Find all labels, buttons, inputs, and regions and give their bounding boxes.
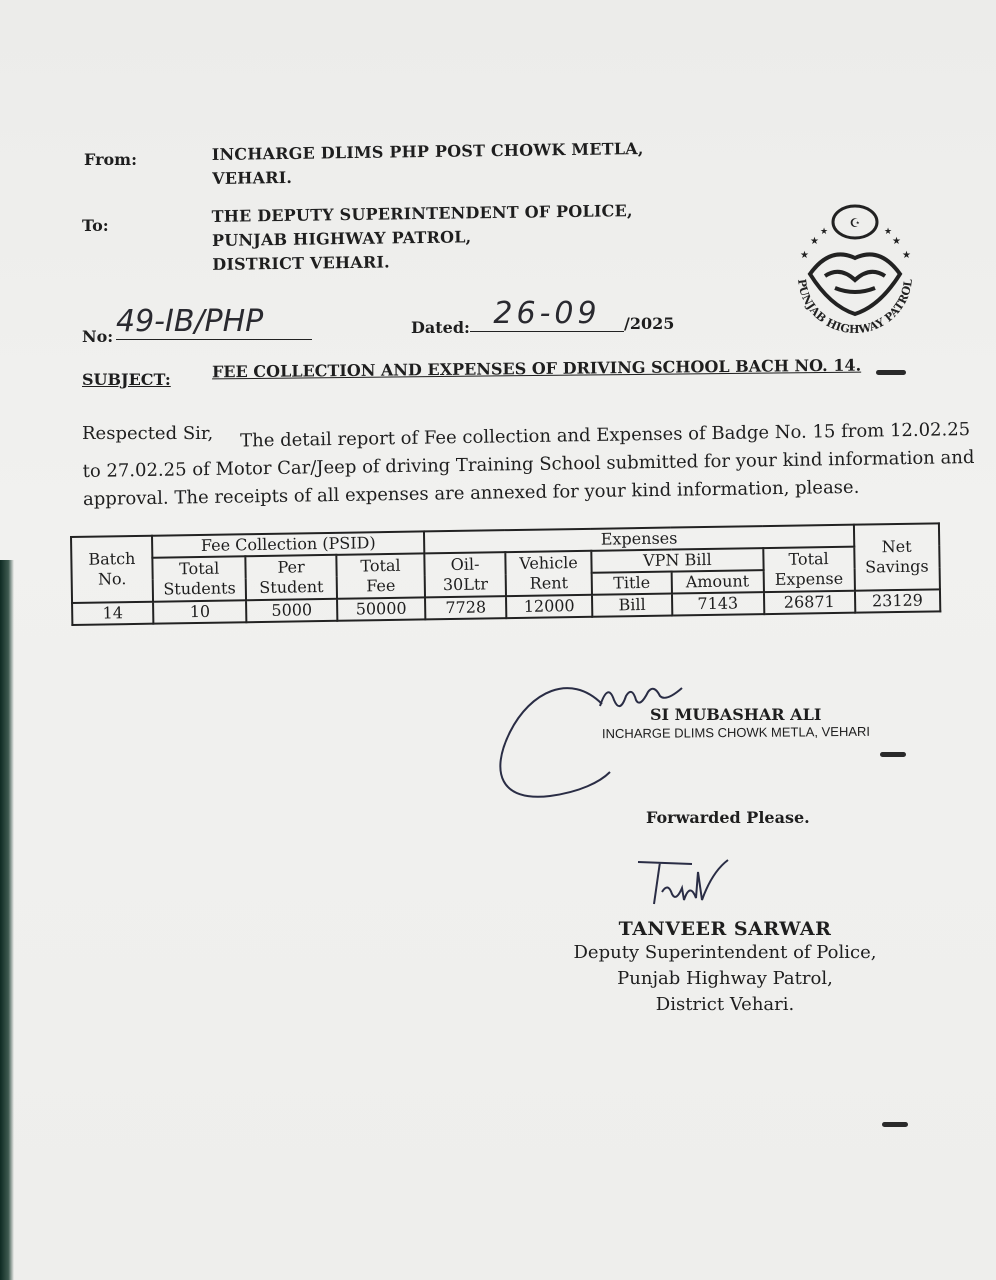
paragraph-line-3: approval. The receipts of all expenses are annexed for your kind information, please. — [82, 476, 860, 510]
dated-field — [470, 296, 626, 332]
th-total-students: Total Students — [152, 556, 246, 601]
th-vpn-amount: Amount — [671, 570, 763, 593]
cell-oil: 7728 — [425, 596, 506, 619]
signatory-2-line-3: District Vehari. — [655, 994, 795, 1015]
signature-tanveer-sarwar — [632, 852, 742, 922]
th-vpn-title: Title — [592, 572, 672, 595]
th-vpn-bill-group: VPN Bill — [591, 548, 763, 573]
th-batch-no: Batch No. — [71, 536, 153, 603]
salutation: Respected Sir, — [82, 423, 214, 444]
th-expenses-group: Expenses — [424, 525, 854, 554]
paragraph-line-2: to 27.02.25 of Motor Car/Jeep of driving Training School submitted for your kind information and — [82, 446, 975, 482]
th-total-fee: Total Fee — [336, 553, 425, 598]
to-label: To: — [82, 216, 109, 235]
signatory-1-name: SI MUBASHAR ALI — [650, 705, 822, 724]
signatory-2-line-2: Punjab Highway Patrol, — [617, 968, 833, 989]
signatory-2-name: TANVEER SARWAR — [618, 918, 832, 940]
from-address — [212, 137, 644, 191]
logo-ring-text: PUNJAB HIGHWAY PATROL — [794, 278, 916, 337]
ref-no-handwritten: 49-IB/PHP — [116, 304, 312, 340]
cell-total-fee: 50000 — [337, 597, 426, 620]
from-line-1: INCHARGE DLIMS PHP POST CHOWK METLA, — [211, 138, 644, 165]
from-label: From: — [84, 150, 138, 169]
fee-expense-table — [70, 522, 941, 626]
svg-text:☪: ☪ — [849, 216, 861, 230]
cell-total-expense: 26871 — [764, 591, 855, 614]
signatory-2-block — [560, 918, 890, 1018]
subject-text: FEE COLLECTION AND EXPENSES OF DRIVING SCHOOL BACH NO. 14. — [211, 355, 862, 382]
from-line-2: VEHARI. — [212, 167, 293, 189]
cell-vehicle-rent: 12000 — [506, 595, 593, 618]
svg-text:★: ★ — [892, 236, 901, 247]
cell-vpn-amount: 7143 — [672, 592, 764, 615]
forwarded-note: Forwarded Please. — [646, 808, 810, 827]
page-edge-shadow — [0, 560, 14, 1280]
dated-year: /2025 — [624, 314, 675, 333]
th-fee-collection-group: Fee Collection (PSID) — [152, 531, 424, 557]
letter-paragraph — [82, 416, 975, 513]
ref-no-label: No: — [82, 327, 114, 346]
th-total-expense: Total Expense — [763, 547, 855, 592]
th-net-savings: Net Savings — [854, 523, 940, 590]
to-line-3: DISTRICT VEHARI. — [212, 252, 390, 274]
scan-mark — [880, 752, 906, 757]
signatory-2-line-1: Deputy Superintendent of Police, — [573, 942, 877, 963]
svg-text:★: ★ — [810, 236, 819, 247]
cell-per-student: 5000 — [246, 599, 337, 622]
subject-label: SUBJECT: — [82, 370, 171, 389]
dated-handwritten: 26-09 — [470, 296, 624, 332]
scan-mark — [882, 1122, 908, 1127]
cell-net-savings: 23129 — [855, 589, 941, 612]
svg-text:★: ★ — [902, 250, 911, 261]
svg-text:★: ★ — [820, 227, 829, 237]
dated-label: Dated: — [411, 318, 470, 337]
to-line-1: THE DEPUTY SUPERINTENDENT OF POLICE, — [211, 201, 633, 226]
th-oil-30ltr: Oil- 30Ltr — [425, 552, 506, 597]
cell-vpn-title: Bill — [592, 594, 672, 617]
to-line-2: PUNJAB HIGHWAY PATROL, — [211, 227, 472, 250]
th-per-student: Per Student — [246, 555, 337, 600]
cell-total-students: 10 — [153, 600, 247, 623]
scan-mark — [876, 370, 906, 375]
punjab-highway-patrol-logo — [780, 196, 930, 346]
ref-no-field — [116, 304, 316, 340]
cell-batch: 14 — [72, 602, 153, 625]
svg-text:PUNJAB HIGHWAY PATROL — [795, 278, 915, 336]
signatory-1-designation: INCHARGE DLIMS CHOWK METLA, VEHARI — [601, 723, 871, 742]
to-address — [212, 199, 634, 277]
th-vehicle-rent: Vehicle Rent — [505, 551, 592, 596]
svg-text:★: ★ — [884, 227, 893, 237]
svg-text:★: ★ — [800, 250, 809, 261]
paragraph-line-1: The detail report of Fee collection and Expenses of Badge No. 15 from 12.02.25 — [240, 419, 971, 452]
